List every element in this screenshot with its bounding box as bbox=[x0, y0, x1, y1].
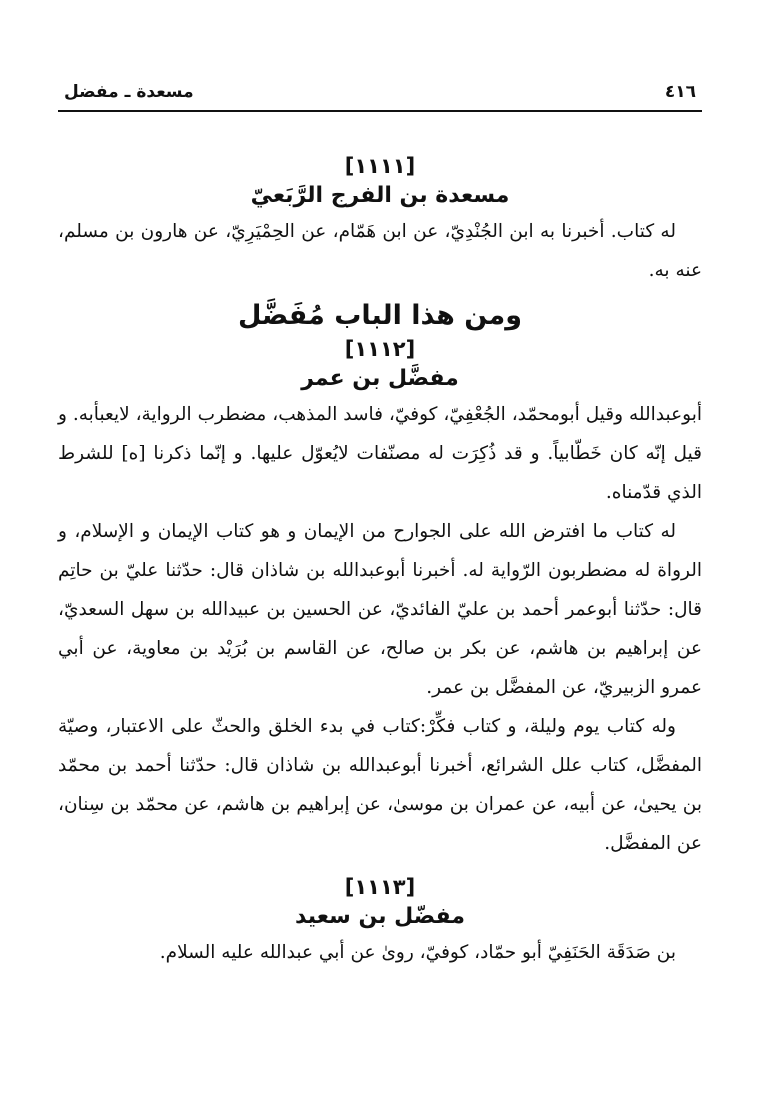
entry-1113 bbox=[58, 873, 702, 972]
entry-paragraph: وله كتاب يوم وليلة، و كتاب فكِّرْ:كتاب في بدء الخلق والحثّ على الاعتبار، وصيّة المفضَّل، كتاب علل الشرائع، أخبرنا أبوعبدالله بن شاذان قال: حدّثنا أحمد بن محمّد بن يحيىٰ، عن أبيه، عن عمران بن موسىٰ، عن إبراهيم بن هاشم، عن محمّد بن سِنان، عن المفضَّل. bbox=[58, 715, 702, 854]
page-number: ٤١٦ bbox=[664, 82, 696, 102]
entry-name: مفضَّل بن عمر bbox=[301, 366, 459, 392]
entry-1112 bbox=[58, 298, 702, 863]
entry-1111 bbox=[58, 152, 702, 290]
entry-name: مفضّل بن سعيد bbox=[295, 904, 465, 930]
running-title: مسعدة ـ مفضل bbox=[64, 82, 194, 102]
entry-number: [١١١١] bbox=[344, 154, 416, 178]
running-header bbox=[58, 82, 702, 112]
section-heading: ومن هذا الباب مُفَضَّل bbox=[237, 300, 523, 332]
entry-paragraph: له كتاب. أخبرنا به ابن الجُنْدِيّ، عن ابن هَمّام، عن الحِمْيَرِيّ، عن هارون بن مسلم، عنه به. bbox=[58, 221, 702, 282]
entry-number: [١١١٣] bbox=[344, 874, 416, 899]
entry-paragraph: أبوعبدالله وقيل أبومحمّد، الجُعْفِيّ، كوفيّ، فاسد المذهب، مضطرب الرواية، لايعبأبه. و قيل إنّه كان خَطّابياً. و قد ذُكِرَت له مصنّفات لايُعوّل عليها. و إنّما ذكرنا [ه] للشرط الذي قدّمناه. bbox=[58, 403, 702, 503]
entry-paragraph: له كتاب ما افترض الله على الجوارح من الإيمان و هو كتاب الإيمان و الإسلام، و الرواة له مضطربون الرّواية له. أخبرنا أبوعبدالله بن شاذان قال: حدّثنا عليّ بن حاتِم قال: حدّثنا أبوعمر أحمد بن عليّ الفائديّ، عن الحسين بن عبيدالله بن سهل السعديّ، عن إبراهيم بن هاشم، عن بكر بن صالح، عن القاسم بن بُرَيْد بن معاوية، عن أبي عمرو الزبيريّ، عن المفضَّل بن عمر. bbox=[58, 520, 702, 698]
entry-name: مسعدة بن الفرج الرَّبَعيّ bbox=[250, 183, 510, 209]
entry-paragraph: بن صَدَقَة الحَنَفِيّ أبو حمّاد، كوفيّ، روىٰ عن أبي عبدالله عليه السلام. bbox=[159, 942, 676, 963]
book-page bbox=[58, 82, 702, 972]
entry-number: [١١١٢] bbox=[344, 336, 416, 361]
